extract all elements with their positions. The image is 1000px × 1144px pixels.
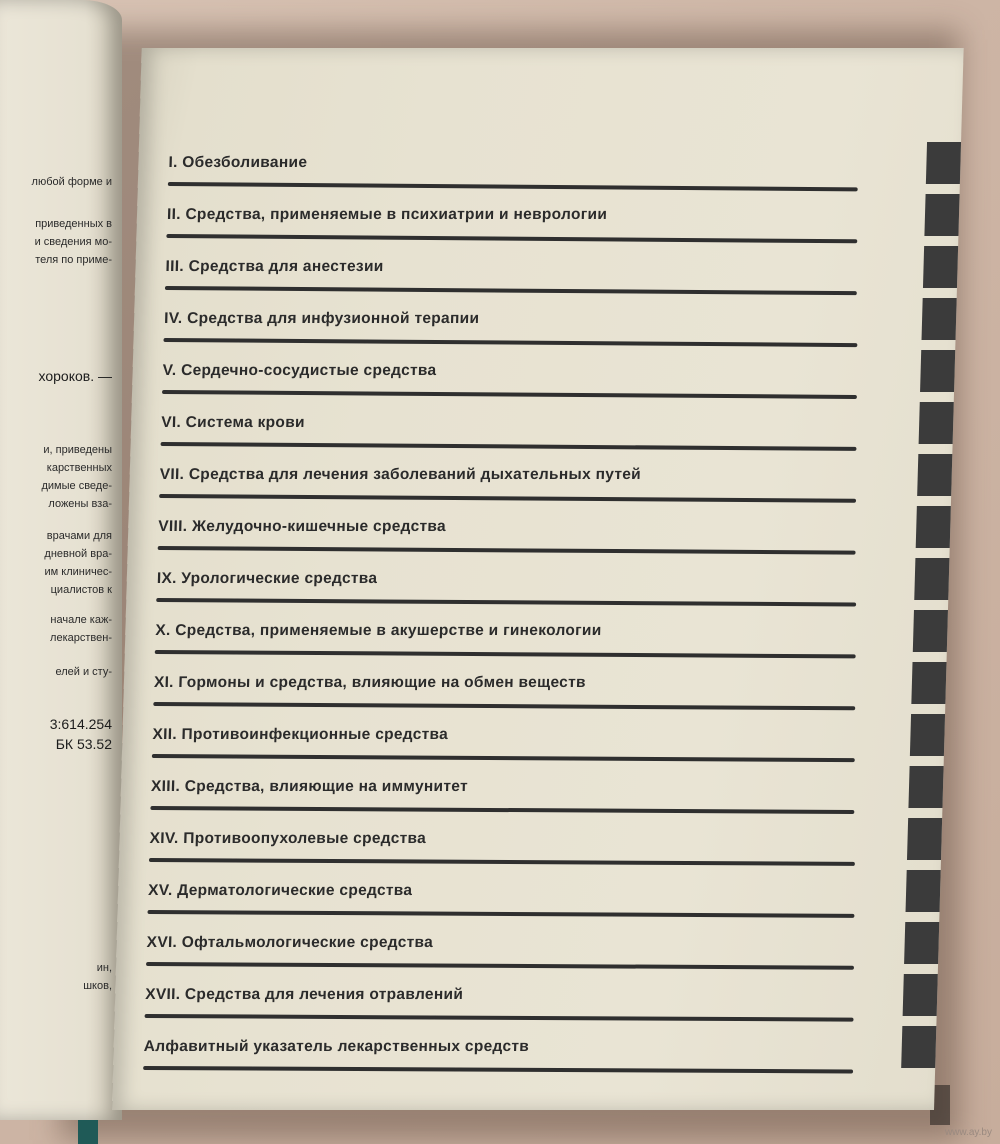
left-page-text: начале каж- — [50, 614, 112, 626]
left-page-text: и сведения мо- — [34, 236, 112, 248]
toc-thumb-tab[interactable] — [919, 402, 954, 444]
toc-item-rule — [147, 910, 854, 918]
toc-item[interactable] — [147, 870, 940, 914]
left-page-text: и, приведены — [43, 444, 112, 456]
toc-thumb-tab[interactable] — [917, 454, 952, 496]
left-page-text: любой форме и — [31, 176, 112, 188]
toc-thumb-tab[interactable] — [920, 350, 955, 392]
toc-thumb-tab[interactable] — [903, 974, 938, 1016]
toc-item-label: V. Сердечно-сосудистые средства — [162, 362, 437, 379]
left-page-text: БК 53.52 — [55, 736, 112, 752]
left-page-text: шков, — [83, 980, 112, 992]
toc-item-label: X. Средства, применяемые в акушерстве и гинекологии — [155, 622, 602, 639]
right-page — [112, 48, 964, 1110]
left-page-text: приведенных в — [35, 218, 112, 230]
toc-item-label: XI. Гормоны и средства, влияющие на обмен веществ — [153, 674, 587, 691]
toc-item[interactable] — [152, 714, 945, 758]
left-page-text: ин, — [96, 962, 112, 974]
left-page-text: лекарствен- — [50, 632, 112, 644]
toc-thumb-tab[interactable] — [916, 506, 951, 548]
toc-item[interactable] — [156, 558, 949, 602]
toc-thumb-tab[interactable] — [924, 194, 959, 236]
toc-item-rule — [163, 338, 857, 347]
toc-item-rule — [152, 754, 855, 762]
toc-thumb-tab[interactable] — [908, 766, 943, 808]
left-page-text: дневной вра- — [44, 548, 112, 560]
left-page-text: елей и сту- — [55, 666, 112, 678]
toc-item-label: III. Средства для анестезии — [165, 258, 384, 275]
toc-item-rule — [150, 806, 854, 814]
toc-item-label: IX. Урологические средства — [156, 570, 378, 587]
toc-item[interactable] — [153, 662, 946, 706]
toc-item-rule — [145, 1014, 854, 1022]
left-page-text: циалистов к — [50, 584, 112, 596]
toc-item-label: VI. Система крови — [160, 414, 306, 431]
toc-item-label: VII. Средства для лечения заболеваний дыхательных путей — [159, 466, 642, 483]
toc-item-label: II. Средства, применяемые в психиатрии и неврологии — [166, 206, 608, 223]
left-page-text: им клиничес- — [44, 566, 112, 578]
table-of-contents — [112, 48, 964, 1110]
toc-item-label: XII. Противоинфекционные средства — [152, 726, 449, 743]
toc-item[interactable] — [159, 454, 952, 498]
toc-item[interactable] — [166, 194, 959, 238]
toc-thumb-tab[interactable] — [904, 922, 939, 964]
toc-item-rule — [161, 442, 857, 451]
left-page-text: хороков. — — [38, 368, 112, 384]
toc-item[interactable] — [161, 402, 954, 446]
toc-item[interactable] — [143, 1026, 936, 1070]
toc-item[interactable] — [150, 766, 943, 810]
toc-item[interactable] — [146, 922, 939, 966]
toc-item-rule — [143, 1066, 853, 1073]
toc-item-label: XVI. Офтальмологические средства — [146, 934, 434, 951]
toc-item-rule — [159, 494, 856, 503]
toc-thumb-tab[interactable] — [926, 142, 961, 184]
toc-item-label: IV. Средства для инфузионной терапии — [163, 310, 480, 327]
toc-item-rule — [146, 962, 854, 970]
toc-item[interactable] — [145, 974, 938, 1018]
toc-item[interactable] — [158, 506, 951, 550]
toc-item-label: VIII. Желудочно-кишечные средства — [158, 518, 447, 535]
toc-item-rule — [156, 598, 856, 607]
toc-item-rule — [155, 650, 856, 658]
toc-item-label: XIII. Средства, влияющие на иммунитет — [150, 778, 469, 795]
toc-item-label: XV. Дерматологические средства — [147, 882, 413, 899]
toc-item[interactable] — [155, 610, 948, 654]
toc-item[interactable] — [162, 350, 955, 394]
toc-item-label: XIV. Противоопухолевые средства — [149, 830, 427, 847]
toc-item[interactable] — [163, 298, 956, 342]
toc-item-rule — [153, 702, 855, 710]
toc-item-rule — [158, 546, 856, 555]
toc-item-rule — [168, 182, 858, 191]
toc-item[interactable] — [165, 246, 958, 290]
toc-item-rule — [166, 234, 857, 243]
left-page-text: теля по приме- — [35, 254, 112, 266]
left-page-text: карственных — [46, 462, 112, 474]
left-page-text: врачами для — [46, 530, 112, 542]
toc-item-label: I. Обезболивание — [168, 154, 308, 171]
left-page — [0, 0, 122, 1120]
toc-thumb-tab[interactable] — [901, 1026, 936, 1068]
toc-thumb-tab[interactable] — [913, 610, 948, 652]
toc-thumb-tab[interactable] — [922, 298, 957, 340]
toc-thumb-tab[interactable] — [914, 558, 949, 600]
toc-thumb-tab[interactable] — [911, 662, 946, 704]
toc-item[interactable] — [168, 142, 961, 186]
toc-thumb-tab[interactable] — [910, 714, 945, 756]
toc-item[interactable] — [149, 818, 942, 862]
left-page-text: димые сведе- — [41, 480, 112, 492]
toc-item-label: Алфавитный указатель лекарственных средств — [143, 1038, 530, 1055]
toc-thumb-tab[interactable] — [907, 818, 942, 860]
toc-thumb-tab[interactable] — [923, 246, 958, 288]
toc-item-rule — [149, 858, 855, 866]
toc-item-rule — [162, 390, 857, 399]
left-page-text: ложены вза- — [48, 498, 112, 510]
toc-item-label: XVII. Средства для лечения отравлений — [144, 986, 464, 1003]
left-page-text: 3:614.254 — [49, 716, 112, 732]
toc-thumb-tab[interactable] — [906, 870, 941, 912]
toc-item-rule — [165, 286, 857, 295]
watermark: www.ay.by — [944, 1127, 992, 1138]
